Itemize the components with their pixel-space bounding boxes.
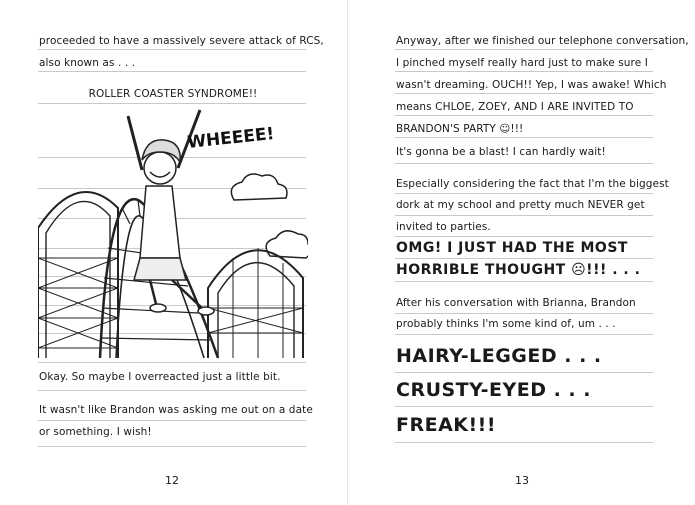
- text-line: means CHLOE, ZOEY, AND I ARE INVITED TO: [396, 101, 634, 113]
- page-number: 13: [515, 474, 529, 487]
- ruled-line: [38, 103, 306, 104]
- ruled-line: [395, 442, 653, 443]
- ruled-line: [395, 334, 653, 335]
- ruled-line: [38, 49, 306, 50]
- emphasis-line: HORRIBLE THOUGHT ☹!!! . . .: [396, 262, 641, 278]
- text-line: probably thinks I'm some kind of, um . . .: [396, 318, 616, 330]
- text-line: After his conversation with Brianna, Brandon: [396, 297, 636, 309]
- ruled-line: [395, 163, 653, 164]
- ruled-line: [395, 281, 653, 282]
- text-line: or something. I wish!: [39, 426, 152, 438]
- emphasis-line: CRUSTY-EYED . . .: [396, 379, 591, 401]
- ruled-line: [395, 215, 653, 216]
- right-page: [348, 0, 695, 505]
- cloud-icon: [231, 174, 287, 200]
- text-line: invited to parties.: [396, 221, 491, 233]
- text-line: Okay. So maybe I overreacted just a little bit.: [39, 371, 281, 383]
- text-line: It's gonna be a blast! I can hardly wait!: [396, 146, 606, 158]
- text-line: dork at my school and pretty much NEVER get: [396, 199, 645, 211]
- emphasis-line: HAIRY-LEGGED . . .: [396, 345, 602, 367]
- ruled-line: [395, 406, 653, 407]
- ruled-line: [395, 93, 653, 94]
- left-page: [0, 0, 347, 505]
- exclamation-text: WHEEEE!: [186, 123, 276, 153]
- ruled-line: [395, 313, 653, 314]
- ruled-line: [395, 372, 653, 373]
- text-line: Anyway, after we finished our telephone conversation,: [396, 35, 689, 47]
- ruled-line: [395, 49, 653, 50]
- text-line: It wasn't like Brandon was asking me out on a date: [39, 404, 313, 416]
- text-line: also known as . . .: [39, 57, 136, 69]
- ruled-line: [395, 115, 653, 116]
- text-line: Especially considering the fact that I'm the biggest: [396, 178, 669, 190]
- text-line: I pinched myself really hard just to make sure I: [396, 57, 648, 69]
- coaster-track-right: [208, 250, 303, 358]
- heading-line: ROLLER COASTER SYNDROME!!: [88, 88, 258, 100]
- ruled-line: [395, 137, 653, 138]
- ruled-line: [38, 420, 306, 421]
- ruled-line: [395, 193, 653, 194]
- ruled-line: [395, 71, 653, 72]
- ruled-line: [395, 236, 653, 237]
- text-line: wasn't dreaming. OUCH!! Yep, I was awake! Which: [396, 79, 667, 91]
- ruled-line: [395, 258, 653, 259]
- ruled-line: [38, 446, 306, 447]
- roller-coaster-illustration: [38, 108, 308, 363]
- emphasis-line: FREAK!!!: [396, 414, 497, 436]
- page-number: 12: [165, 474, 179, 487]
- ruled-line: [38, 390, 306, 391]
- text-line: BRANDON'S PARTY ☺!!!: [396, 123, 524, 135]
- ruled-line: [38, 71, 306, 72]
- emphasis-line: OMG! I JUST HAD THE MOST: [396, 240, 628, 256]
- text-line: proceeded to have a massively severe attack of RCS,: [39, 35, 324, 47]
